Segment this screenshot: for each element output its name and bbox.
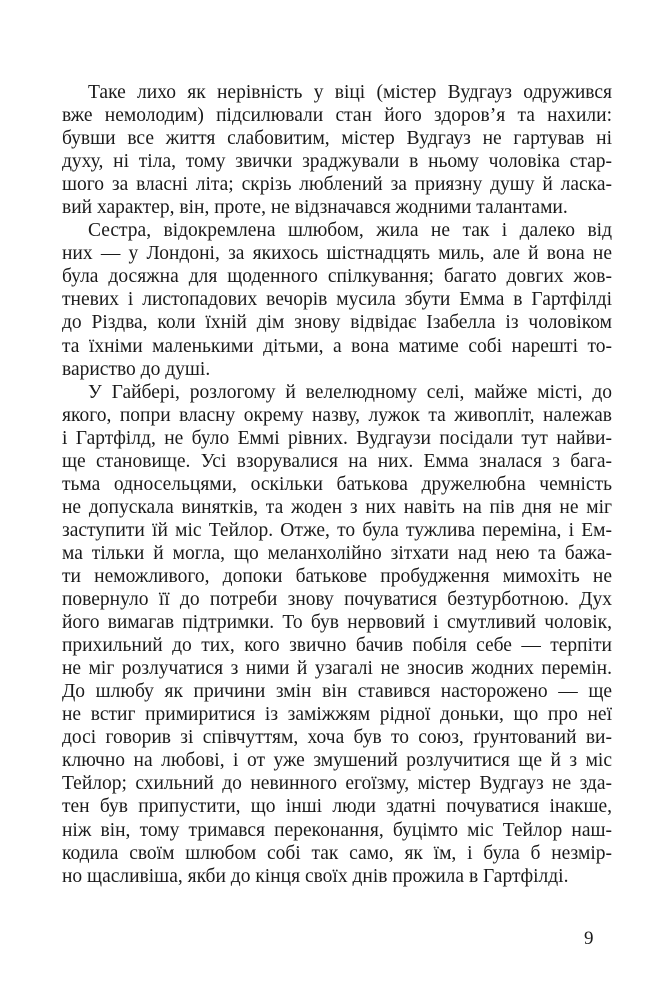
paragraph bbox=[62, 81, 612, 219]
text-line: ключно на любові, і от уже змушений розлучитися ще й з міс bbox=[62, 750, 612, 772]
text-line: Тейлор; схильний до невинного егоїзму, містер Вудгауз не зда- bbox=[62, 773, 612, 795]
text-line: бувши все життя слабовитим, містер Вудгауз не гартував ні bbox=[62, 128, 612, 150]
page-number: 9 bbox=[584, 928, 594, 949]
text-line: ти неможливого, допоки батькове пробудження мимохіть не bbox=[62, 565, 612, 587]
text-line: якого, попри власну окрему назву, лужок та живопліт, належав bbox=[62, 404, 612, 426]
text-line: шого за власні літа; скрізь люблений за приязну душу й ласка- bbox=[62, 174, 612, 196]
text-line: тьма односельцями, оскільки батькова дружелюбна чемність bbox=[62, 473, 612, 495]
text-line: і Гартфілд, не було Еммі рівних. Вудгаузи посідали тут найви- bbox=[62, 427, 612, 449]
text-line: заступити їй міс Тейлор. Отже, то була тужлива переміна, і Ем- bbox=[62, 519, 612, 541]
text-line: духу, ні тіла, тому звички зраджували в ньому чоловіка стар- bbox=[62, 151, 612, 173]
text-line: Сестра, відокремлена шлюбом, жила не так і далеко від bbox=[88, 220, 612, 242]
text-line: но щасливіша, якби до кінця своїх днів прожила в Гартфілді. bbox=[62, 865, 569, 887]
text-line: прихильний до тих, кого звично бачив побіля себе — терпіти bbox=[62, 635, 612, 657]
text-line: його вимагав підтримки. То був нервовий і смутливий чоловік, bbox=[62, 612, 612, 634]
text-line: До шлюбу як причини змін він ставився насторожено — ще bbox=[62, 681, 612, 703]
text-line: та їхніми маленькими дітьми, а вона матиме собі нарешті то- bbox=[62, 335, 612, 357]
text-line: вже немолодим) підсилювали стан його здоров’я та нахили: bbox=[62, 105, 612, 127]
text-line: вий характер, він, проте, не відзначався жодними талантами. bbox=[62, 197, 568, 219]
paragraph bbox=[62, 219, 612, 380]
text-line: Таке лихо як нерівність у віці (містер Вудгауз одружився bbox=[88, 82, 612, 103]
text-line: У Гайбері, розлогому й велелюдному селі, майже місті, до bbox=[88, 381, 612, 403]
text-line: не встиг примиритися із заміжжям рідної доньки, що про неї bbox=[62, 704, 612, 726]
text-line: ніж він, тому тримався переконання, буцімто міс Тейлор наш- bbox=[62, 819, 612, 841]
body-text bbox=[62, 81, 612, 888]
text-line: була досяжна для щоденного спілкування; багато довгих жов- bbox=[62, 266, 612, 288]
text-line: них — у Лондоні, за якихось шістнадцять миль, але й вона не bbox=[62, 243, 612, 265]
text-line: досі говорив зі співчуттям, хоча був то союз, ґрунтований ви- bbox=[62, 727, 612, 749]
text-line: до Різдва, коли їхній дім знову відвідає Ізабелла із чоловіком bbox=[62, 312, 612, 334]
text-line: вариство до душі. bbox=[62, 358, 211, 380]
text-line: кодила своїм шлюбом собі так само, як їм, і була б незмір- bbox=[62, 842, 612, 864]
paragraph bbox=[62, 381, 612, 888]
text-line: ма тільки й могла, що меланхолійно зітхати над нею та бажа- bbox=[62, 542, 612, 564]
text-line: не міг розлучатися з ними й узагалі не зносив жодних перемін. bbox=[62, 658, 612, 680]
text-line: тен був припустити, що інші люди здатні почуватися інакше, bbox=[62, 796, 612, 818]
text-line: повернуло її до потреби знову почуватися безтурботною. Дух bbox=[62, 589, 612, 611]
text-line: ще становище. Усі взорувалися на них. Емма зналася з бага- bbox=[62, 450, 612, 472]
text-line: не допускала винятків, та жоден з них навіть на пів дня не міг bbox=[62, 496, 612, 518]
text-line: тневих і листопадових вечорів мусила збути Емма в Гартфілді bbox=[62, 289, 612, 311]
